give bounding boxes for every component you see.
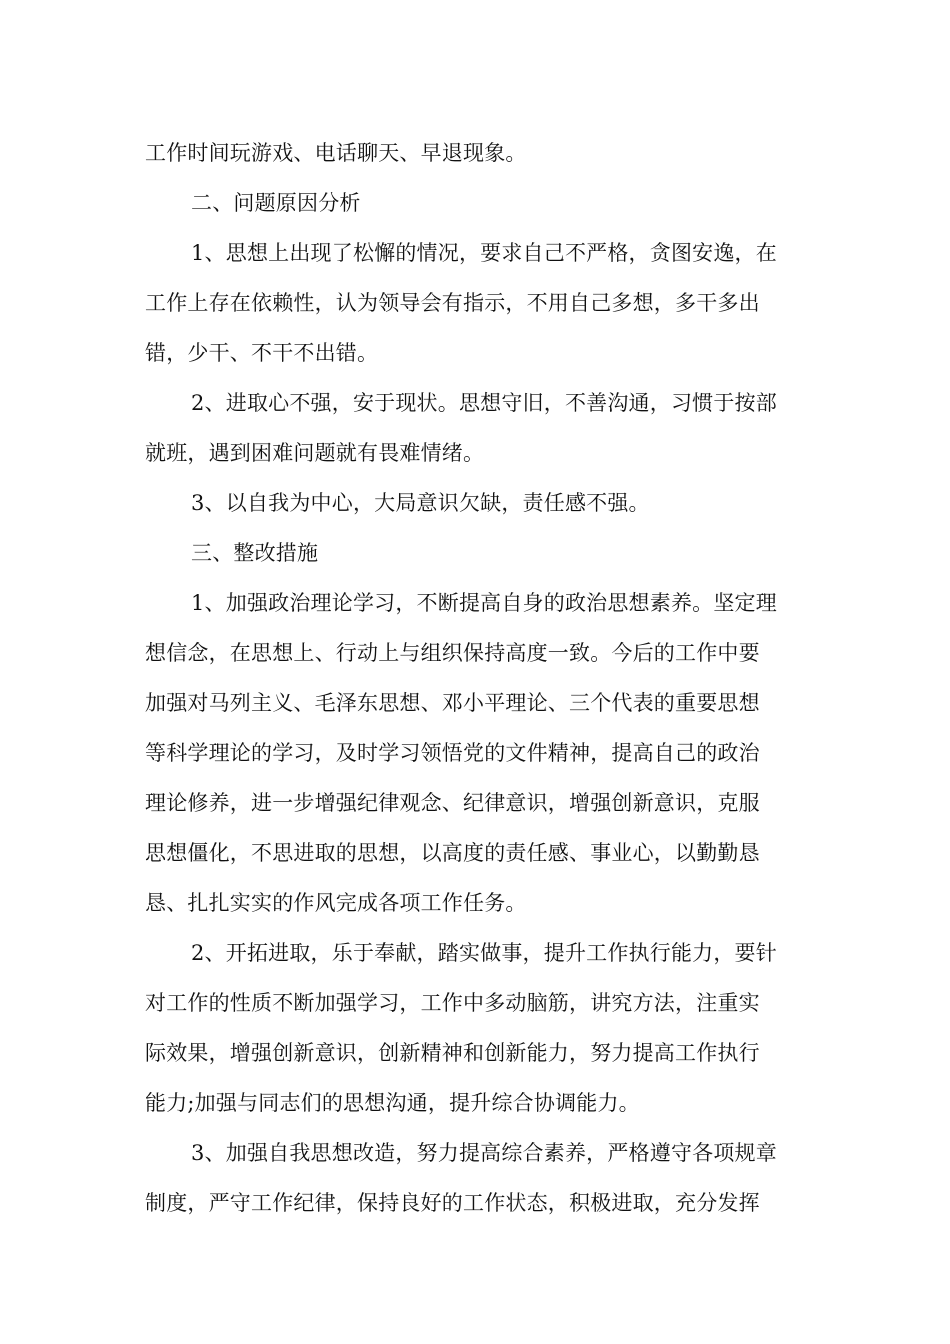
paragraph-line: 能力;加强与同志们的思想沟通，提升综合协调能力。 [145,1091,640,1115]
paragraph-line: 3、以自我为中心，大局意识欠缺，责任感不强。 [191,491,650,515]
paragraph-line: 际效果，增强创新意识，创新精神和创新能力，努力提高工作执行 [145,1041,760,1065]
paragraph-line: 理论修养，进一步增强纪律观念、纪律意识，增强创新意识，克服 [145,791,760,815]
paragraph-line: 想信念，在思想上、行动上与组织保持高度一致。今后的工作中要 [145,641,760,665]
body-line: 工作时间玩游戏、电话聊天、早退现象。 [145,141,527,165]
paragraph-line: 对工作的性质不断加强学习，工作中多动脑筋，讲究方法，注重实 [145,991,760,1015]
paragraph-line: 加强对马列主义、毛泽东思想、邓小平理论、三个代表的重要思想 [145,691,760,715]
paragraph-line: 恳、扎扎实实的作风完成各项工作任务。 [145,891,527,915]
paragraph-line: 就班，遇到困难问题就有畏难情绪。 [145,441,485,465]
paragraph-line: 等科学理论的学习，及时学习领悟党的文件精神，提高自己的政治 [145,741,760,765]
paragraph-line: 工作上存在依赖性，认为领导会有指示，不用自己多想，多干多出 [145,291,760,315]
paragraph-line: 2、开拓进取，乐于奉献，踏实做事，提升工作执行能力，要针 [191,941,777,965]
paragraph-line: 思想僵化，不思进取的思想，以高度的责任感、事业心，以勤勤恳 [145,841,760,865]
paragraph-line: 1、加强政治理论学习，不断提高自身的政治思想素养。坚定理 [191,591,777,615]
paragraph-line: 3、加强自我思想改造，努力提高综合素养，严格遵守各项规章 [191,1141,777,1165]
document-body [145,128,805,1228]
section-heading: 二、问题原因分析 [191,191,361,215]
paragraph-line: 1、思想上出现了松懈的情况，要求自己不严格，贪图安逸，在 [191,241,777,265]
paragraph-line: 2、进取心不强，安于现状。思想守旧，不善沟通，习惯于按部 [191,391,777,415]
section-heading: 三、整改措施 [191,541,319,565]
paragraph-line: 制度，严守工作纪律，保持良好的工作状态，积极进取，充分发挥 [145,1191,760,1215]
paragraph-line: 错，少干、不干不出错。 [145,341,379,365]
